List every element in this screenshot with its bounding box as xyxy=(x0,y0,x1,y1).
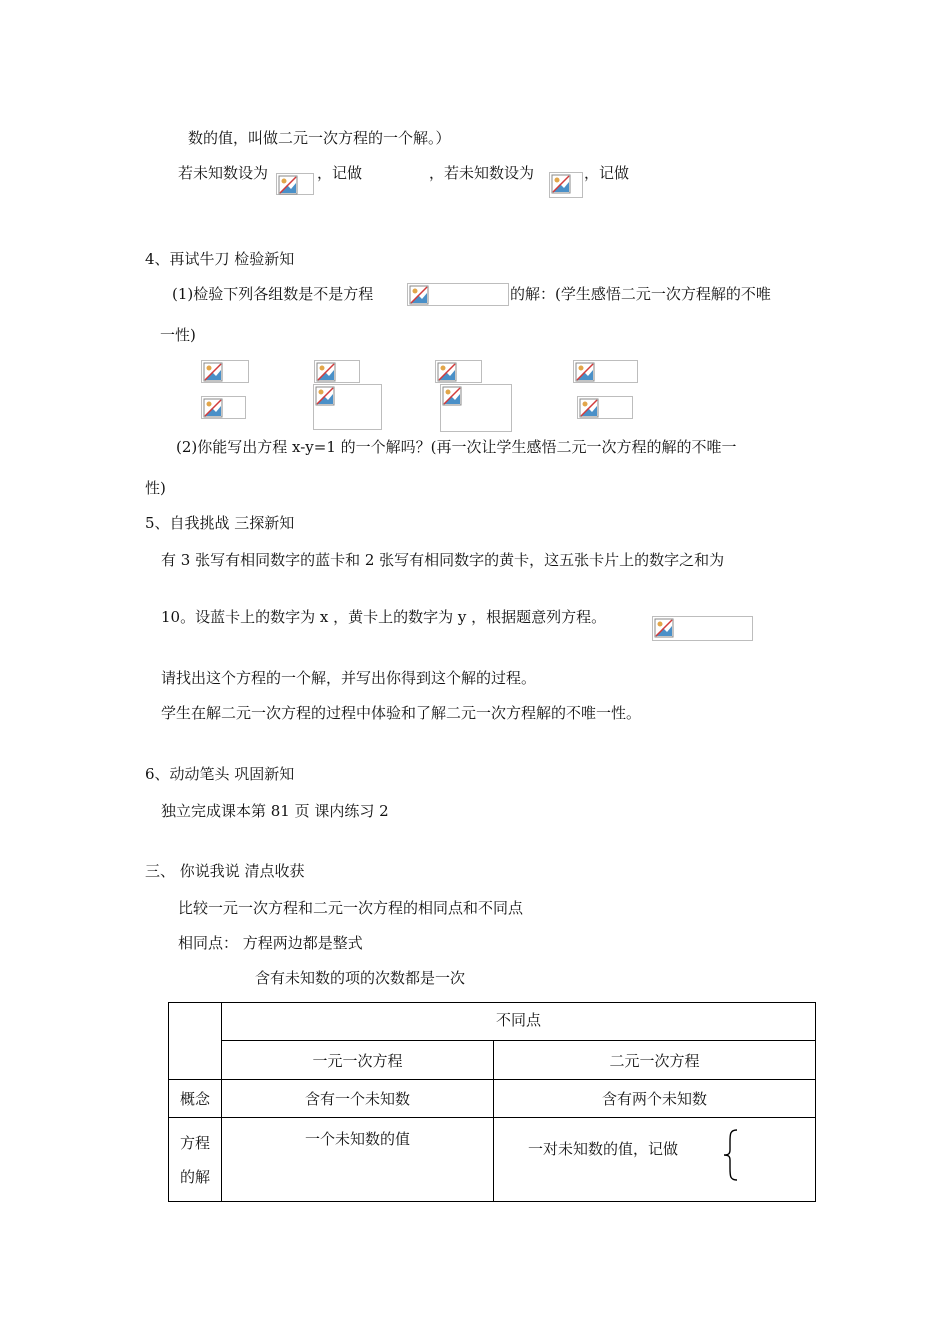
table-row-label: 概念 xyxy=(169,1080,222,1118)
left-brace-icon xyxy=(722,1128,740,1182)
broken-image-icon xyxy=(579,398,599,418)
formula-image xyxy=(314,360,360,383)
text-line: ，记做 xyxy=(317,164,363,182)
formula-image xyxy=(573,360,638,383)
broken-image-icon xyxy=(316,362,336,382)
section-heading: 三、 你说我说 清点收获 xyxy=(145,862,305,880)
table-cell: 一对未知数的值，记做 xyxy=(494,1118,816,1202)
text-line: (1)检验下列各组数是不是方程 xyxy=(172,285,374,303)
comparison-table xyxy=(168,1002,816,1202)
text-line: 比较一元一次方程和二元一次方程的相同点和不同点 xyxy=(178,899,524,917)
formula-image xyxy=(407,283,509,306)
text-line: 的解：(学生感悟二元一次方程解的不唯 xyxy=(510,285,771,303)
text-line: 若未知数设为 xyxy=(178,164,269,182)
formula-image xyxy=(577,396,633,419)
broken-image-icon xyxy=(654,618,674,638)
formula-image xyxy=(201,396,246,419)
table-row-label-line: 的解 xyxy=(179,1167,210,1186)
broken-image-icon xyxy=(442,386,462,406)
text-line: 含有未知数的项的次数都是一次 xyxy=(255,969,466,987)
text-line: 相同点： 方程两边都是整式 xyxy=(178,934,363,952)
formula-image xyxy=(549,172,583,198)
section-heading: 4、再试牛刀 检验新知 xyxy=(145,250,295,268)
formula-image xyxy=(435,360,482,383)
broken-image-icon xyxy=(278,175,298,195)
table-cell: 含有一个未知数 xyxy=(222,1080,494,1118)
text-line: 一性) xyxy=(160,326,196,344)
formula-image xyxy=(276,173,314,195)
table-corner-cell xyxy=(169,1003,222,1080)
text-line: 请找出这个方程的一个解，并写出你得到这个解的过程。 xyxy=(161,669,537,687)
text-line: 数的值，叫做二元一次方程的一个解。） xyxy=(188,129,451,147)
table-col-header: 二元一次方程 xyxy=(494,1041,816,1080)
formula-image xyxy=(652,616,753,641)
table-cell: 含有两个未知数 xyxy=(494,1080,816,1118)
table-row-label xyxy=(169,1118,222,1202)
text-line: 独立完成课本第 81 页 课内练习 2 xyxy=(161,802,389,820)
text-line: 性) xyxy=(145,479,166,497)
broken-image-icon xyxy=(409,285,429,305)
broken-image-icon xyxy=(203,362,223,382)
text-line: 学生在解二元一次方程的过程中体验和了解二元一次方程解的不唯一性。 xyxy=(161,704,642,722)
broken-image-icon xyxy=(315,386,335,406)
table-col-header: 一元一次方程 xyxy=(222,1041,494,1080)
table-cell: 一个未知数的值 xyxy=(222,1118,494,1202)
table-row-label-line: 方程 xyxy=(179,1133,210,1152)
text-line: 10。设蓝卡上的数字为 x ，黄卡上的数字为 y ，根据题意列方程。 xyxy=(161,608,607,626)
broken-image-icon xyxy=(437,362,457,382)
text-line: (2)你能写出方程 x-y=1 的一个解吗？(再一次让学生感悟二元一次方程的解的不唯一 xyxy=(176,438,737,456)
formula-image xyxy=(201,360,249,383)
broken-image-icon xyxy=(551,174,571,194)
text-line: ，记做 xyxy=(584,164,630,182)
formula-image xyxy=(440,384,512,432)
formula-image xyxy=(313,384,382,430)
section-heading: 6、动动笔头 巩固新知 xyxy=(145,765,295,783)
broken-image-icon xyxy=(575,362,595,382)
broken-image-icon xyxy=(203,398,223,418)
text-line: ，若未知数设为 xyxy=(429,164,535,182)
section-heading: 5、自我挑战 三探新知 xyxy=(145,514,295,532)
text-line: 有 3 张写有相同数字的蓝卡和 2 张写有相同数字的黄卡，这五张卡片上的数字之和为 xyxy=(161,551,725,569)
table-header-diff: 不同点 xyxy=(222,1003,816,1041)
